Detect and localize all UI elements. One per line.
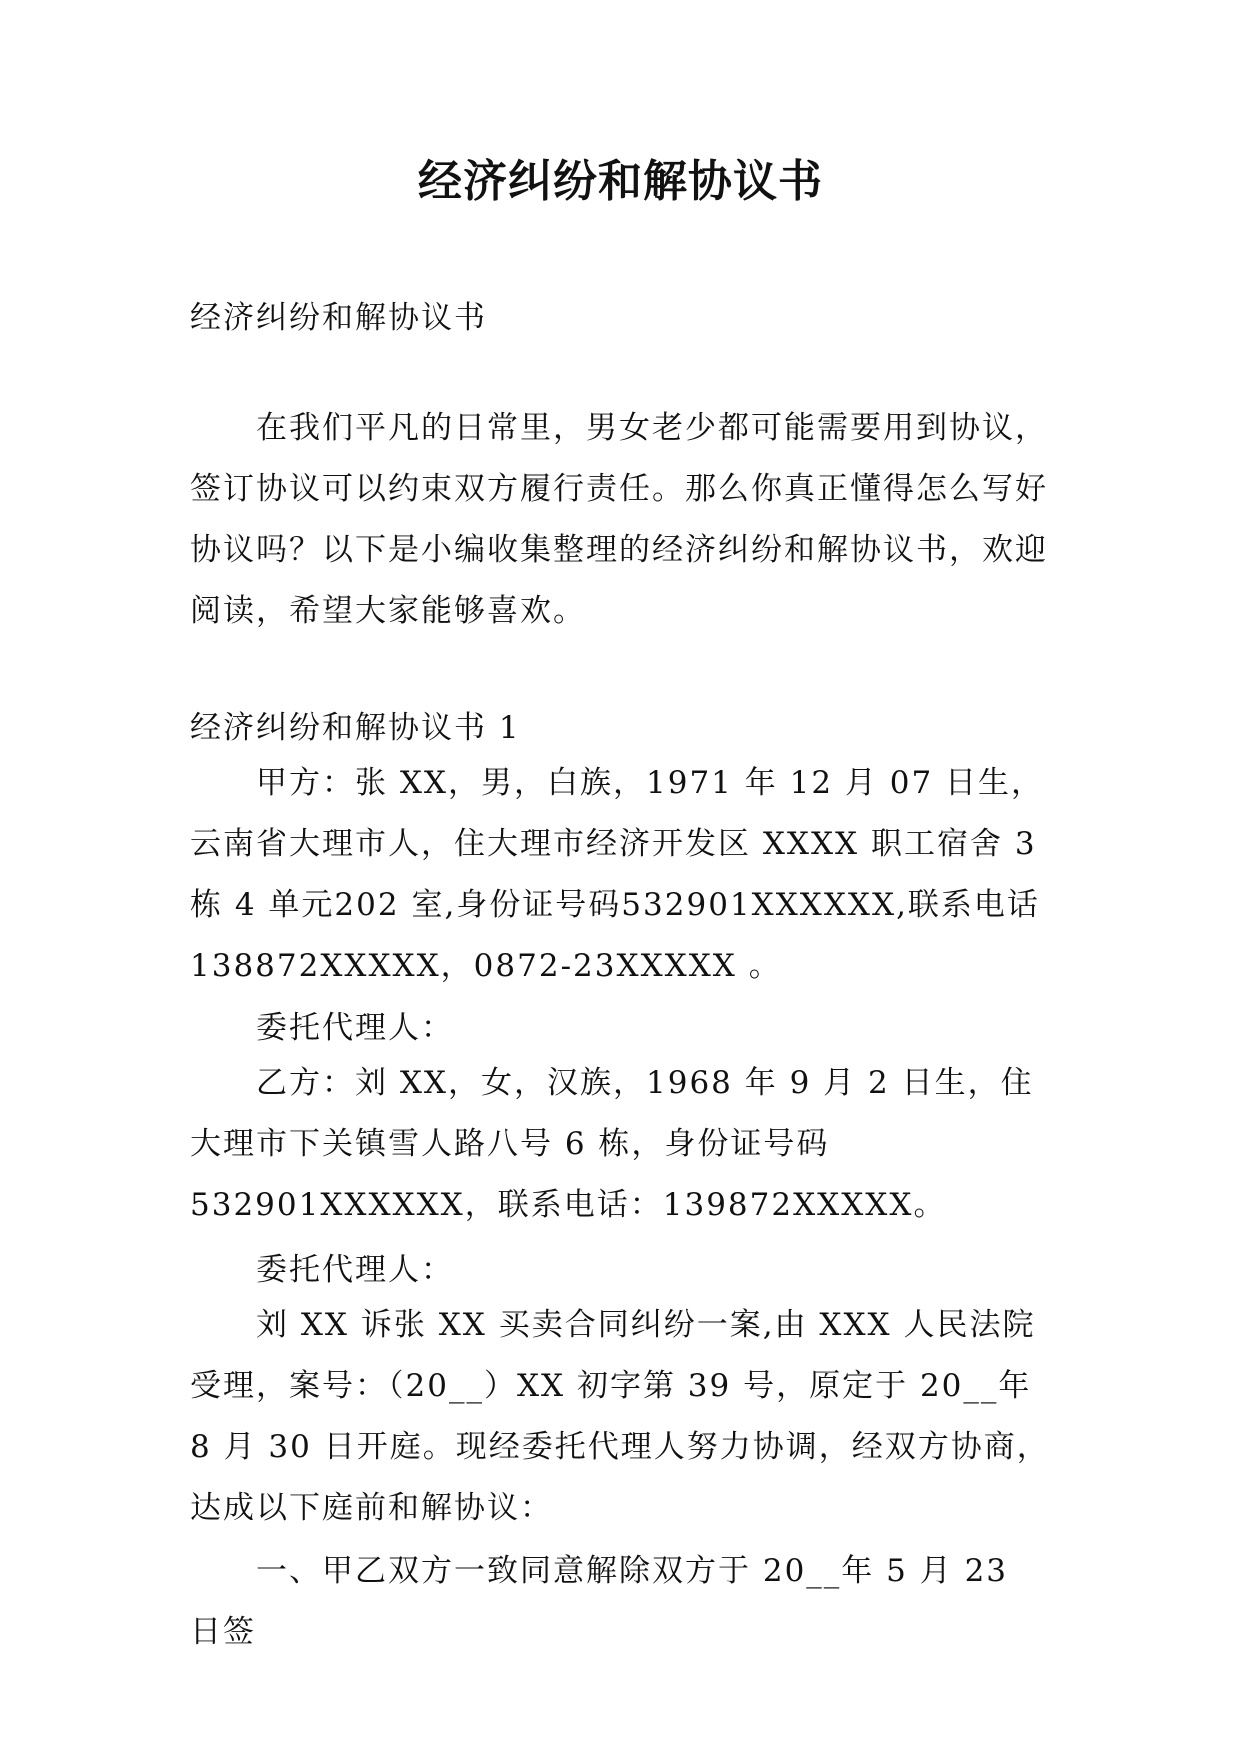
party-a-agent-line: 委托代理人： (256, 1010, 454, 1046)
party-a-paragraph: 甲方：张 XX，男，白族，1971 年 12 月 07 日生，云南省大理市人，住大理市经济开发区 XXXX 职工宿舍 3 栋 4 单元202 室,身份证号码532901XXXXXX,联系电话138872XXXXX，0872-23XXXXX 。 (190, 765, 1045, 984)
party-b-agent-line: 委托代理人： (256, 1252, 454, 1288)
section-heading: 经济纠纷和解协议书 1 (190, 710, 521, 746)
case-paragraph: 刘 XX 诉张 XX 买卖合同纠纷一案,由 XXX 人民法院受理，案号：（20__）XX 初字第 39 号，原定于 20__年 8 月 30 日开庭。现经委托代理人努力协调，经双方协商，达成以下庭前和解协议： (190, 1307, 1050, 1526)
intro-paragraph: 在我们平凡的日常里，男女老少都可能需要用到协议，签订协议可以约束双方履行责任。那么你真正懂得怎么写好协议吗？以下是小编收集整理的经济纠纷和解协议书，欢迎阅读，希望大家能够喜欢。 (190, 410, 1048, 629)
party-b-paragraph: 乙方：刘 XX，女，汉族，1968 年 9 月 2 日生，住大理市下关镇雪人路八号 6 栋，身份证号码 532901XXXXXX，联系电话：139872XXXXX。 (190, 1065, 1034, 1223)
document-title: 经济纠纷和解协议书 (418, 156, 823, 207)
document-subtitle: 经济纠纷和解协议书 (190, 300, 487, 336)
clause-1-paragraph: 一、甲乙双方一致同意解除双方于 20__年 5 月 23 日签 (190, 1553, 1009, 1650)
